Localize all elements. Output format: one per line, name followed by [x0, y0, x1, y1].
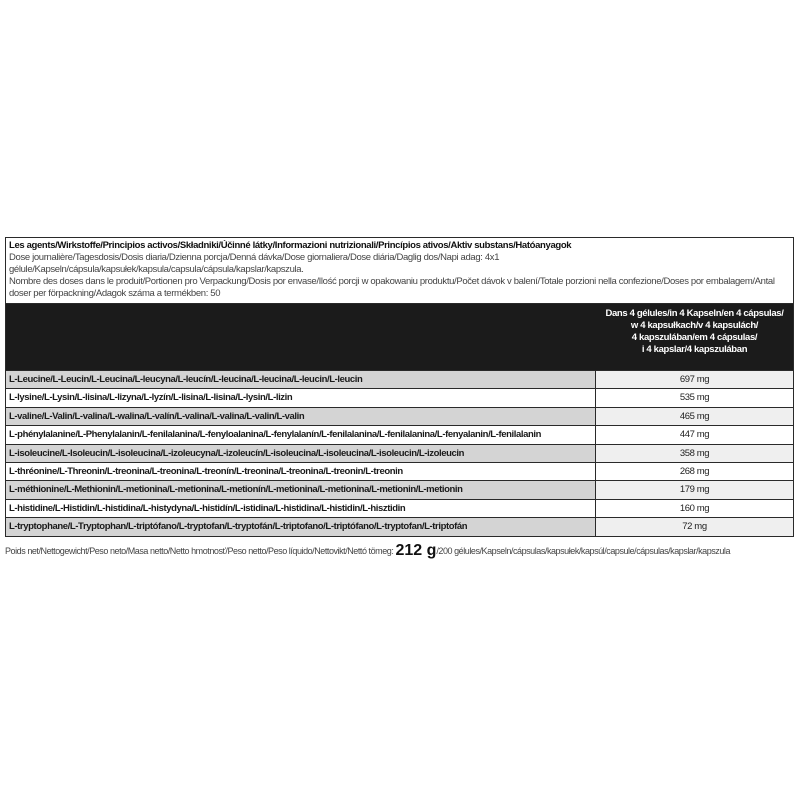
table-row — [6, 480, 793, 498]
ingredient-name: L-thréonine/L-Threonin/L-treonina/L-treonina/L-treonín/L-treonina/L-treonina/L-treonin/L-treonin — [6, 463, 596, 480]
ingredient-name: L-tryptophane/L-Tryptophan/L-triptófano/L-tryptofan/L-tryptofán/L-triptofano/L-triptófano/L-tryptofan/L-triptofán — [6, 518, 596, 535]
daily-dose-line: Dose journalière/Tagesdosis/Dosis diaria/Dzienna porcja/Denná dávka/Dose giornaliera/Dose diária/Daglig dos/Napi adag: 4x1 gélule/Kapseln/cápsula/kapsułek/kapsula/capsula/cápsula/kapslar/kapszula. — [9, 252, 500, 275]
capsule-count: /200 gélules/Kapseln/cápsulas/kapsułek/kapsúl/capsule/cápsulas/kapslar/kapszula — [436, 546, 731, 556]
ingredient-name: L-histidine/L-Histidin/L-histidina/L-histydyna/L-histidín/L-istidina/L-histidina/L-histidin/L-hisztidin — [6, 500, 596, 517]
ingredient-name: L-Leucine/L-Leucin/L-Leucina/L-leucyna/L-leucín/L-leucina/L-leucina/L-leucin/L-leucin — [6, 371, 596, 388]
table-row — [6, 499, 793, 517]
net-weight-value: 212 g — [395, 542, 437, 559]
ingredient-amount: 72 mg — [596, 518, 793, 535]
active-ingredients-title: Les agents/Wirkstoffe/Principios activos/Składniki/Účinné látky/Informazioni nutrizionali/Princípios ativos/Aktiv substans/Hatóanyagok — [9, 240, 572, 251]
nutrition-table — [5, 237, 794, 537]
servings-line: Nombre des doses dans le produit/Portionen pro Verpackung/Dosis por envase/Ilość porcji w opakowaniu produktu/Počet dávok v balení/Totale porzioni nella confezione/Doses por embalagem/Antal doser per förpackning/Adagok száma a termékben: 50 — [9, 276, 775, 299]
net-weight-line — [5, 541, 797, 561]
ingredient-name: L-lysine/L-Lysin/L-lisina/L-lizyna/L-lyzín/L-lisina/L-lisina/L-lysin/L-lizin — [6, 389, 596, 406]
column-header-row — [6, 303, 793, 370]
ingredient-amount: 447 mg — [679, 429, 710, 441]
ingredient-amount: 160 mg — [679, 502, 710, 514]
table-row — [6, 444, 793, 462]
column-header-blank — [6, 304, 596, 370]
column-header-line: Dans 4 gélules/in 4 Kapseln/en 4 cápsulas/ — [605, 308, 784, 319]
ingredient-amount: 465 mg — [596, 408, 793, 425]
net-weight-label: Poids net/Nettogewicht/Peso neto/Masa netto/Netto hmotnosť/Peso netto/Peso líquido/Nettovikt/Nettó tömeg: — [5, 546, 394, 556]
table-row — [6, 388, 793, 406]
ingredient-amount: 179 mg — [596, 481, 793, 498]
table-row — [6, 425, 793, 443]
column-header-line: w 4 kapsułkach/v 4 kapsulách/ — [630, 320, 759, 331]
ingredient-amount: 535 mg — [679, 392, 710, 404]
ingredient-name: L-isoleucine/L-Isoleucin/L-isoleucina/L-izoleucyna/L-izoleucín/L-isoleucina/L-isoleucina/L-isoleucin/L-izoleucin — [6, 445, 596, 462]
ingredient-amount: 697 mg — [596, 371, 793, 388]
ingredient-amount: 268 mg — [679, 465, 710, 477]
table-row — [6, 407, 793, 425]
ingredient-name: L-phénylalanine/L-Phenylalanin/L-fenilalanina/L-fenyloalanina/L-fenylalanín/L-fenilalanina/L-fenilalanina/L-fenyalanin/L-fenilalanin — [6, 426, 596, 443]
table-row — [6, 517, 793, 535]
table-row — [6, 370, 793, 388]
table-header-info — [6, 238, 793, 303]
ingredient-name: L-valine/L-Valin/L-valina/L-walina/L-valín/L-valina/L-valina/L-valin/L-valin — [6, 408, 596, 425]
ingredient-amount: 358 mg — [596, 445, 793, 462]
column-header-amount — [596, 304, 793, 370]
table-row — [6, 462, 793, 480]
column-header-line: i 4 kapslar/4 kapszulában — [641, 344, 748, 355]
column-header-line: 4 kapszulában/em 4 cápsulas/ — [631, 332, 758, 343]
ingredient-name: L-méthionine/L-Methionin/L-metionina/L-metionina/L-metionín/L-metionina/L-metionina/L-metionin/L-metionin — [6, 481, 596, 498]
